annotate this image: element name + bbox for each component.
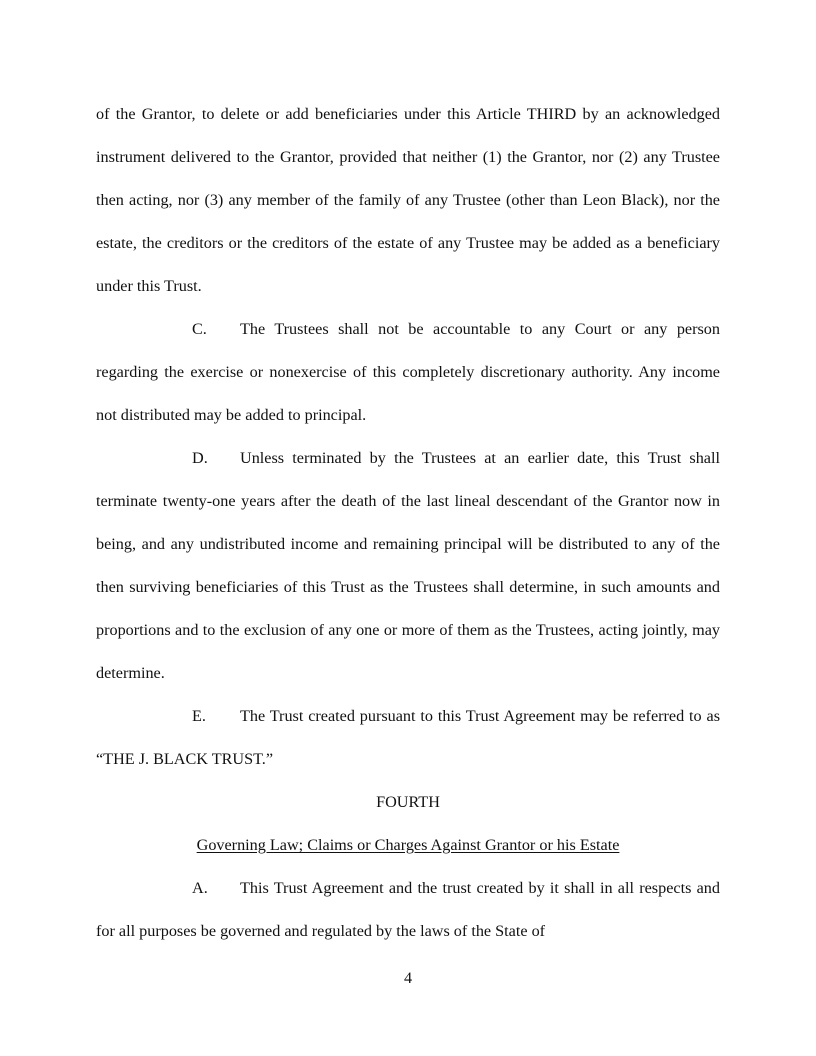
- paragraph-c-marker: C.: [192, 320, 207, 338]
- paragraph-d: [96, 437, 720, 695]
- paragraph-e-marker: E.: [192, 707, 206, 725]
- paragraph-e-text: The Trust created pursuant to this Trust Agreement may be referred to as “THE J. BLACK TRUST.”: [96, 707, 720, 768]
- paragraph-e: [96, 695, 720, 781]
- paragraph-c-text: The Trustees shall not be accountable to any Court or any person regarding the exercise or nonexercise of this completely discretionary authority. Any income not distributed may be added to principal.: [96, 320, 720, 424]
- paragraph-fourth-a-text: This Trust Agreement and the trust created by it shall in all respects and for all purposes be governed and regulated by the laws of the State of: [96, 879, 720, 940]
- paragraph-c: [96, 308, 720, 437]
- paragraph-fourth-a-marker: A.: [192, 879, 208, 897]
- page-number: 4: [403, 969, 413, 987]
- article-subheading: Governing Law; Claims or Charges Against Grantor or his Estate: [196, 836, 620, 854]
- paragraph-fourth-a: [96, 867, 720, 953]
- paragraph-d-text: Unless terminated by the Trustees at an earlier date, this Trust shall terminate twenty-one years after the death of the last lineal descendant of the Grantor now in being, and any undistributed income and remaining principal will be distributed to any of the then surviving beneficiaries of this Trust as the Trustees shall determine, in such amounts and proportions and to the exclusion of any one or more of them as the Trustees, acting jointly, may determine.: [96, 449, 720, 682]
- article-heading: FOURTH: [376, 793, 440, 811]
- document-body: [96, 93, 720, 953]
- paragraph-continuation: of the Grantor, to delete or add beneficiaries under this Article THIRD by an acknowledged instrument delivered to the Grantor, provided that neither (1) the Grantor, nor (2) any Trustee then acting, nor (3) any member of the family of any Trustee (other than Leon Black), nor the estate, the creditors or the creditors of the estate of any Trustee may be added as a beneficiary under this Trust.: [96, 105, 720, 295]
- paragraph-d-marker: D.: [192, 449, 208, 467]
